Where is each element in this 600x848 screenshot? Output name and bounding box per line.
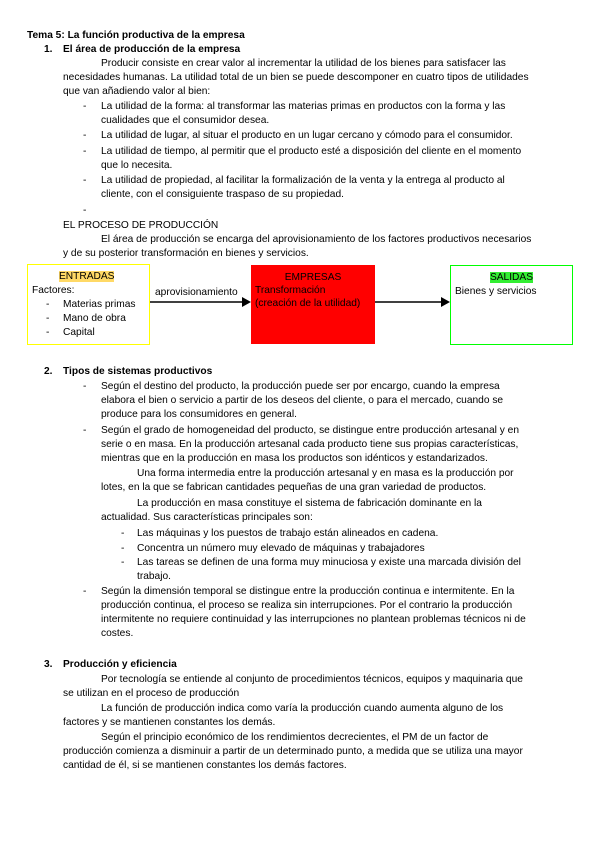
s2-bullet-line: intermitente no requiere continuidad y las interrupciones no plantean problemas técnicos ni de [101, 614, 526, 625]
process-text-line: y de su posterior transformación en bienes y servicios. [63, 248, 309, 259]
s1-intro-line: necesidades humanas. La utilidad total de un bien se puede descomponer en cuatro tipos de utilidades [63, 72, 529, 83]
s2-bullet-line: produce para los consumidores en general. [101, 409, 297, 420]
s1-intro-line: Producir consiste en crear valor al incrementar la utilidad de los bienes para satisfacer las [101, 58, 506, 69]
s2-paragraph-line: lotes, en la que se fabrican cantidades pequeñas de una gran variedad de productos. [101, 482, 487, 493]
empresas-line: Transformación [255, 285, 326, 296]
process-text-line: El área de producción se encarga del aprovisionamiento de los factores productivos necesarios [101, 234, 532, 245]
s2-bullet-line: producción continua, el proceso se realiza sin interrupciones. Por el contrario la producción [101, 600, 513, 611]
bullet-dash: - [83, 586, 87, 597]
salidas-title: SALIDAS [489, 272, 534, 283]
s3-paragraph-line: cantidad de él, si se mantienen constantes los demás factores. [63, 760, 347, 771]
s3-paragraph-line: Por tecnología se entiende al conjunto de procedimientos técnicos, equipos y maquinaria que [101, 674, 523, 685]
s3-paragraph-line: Según el principio económico de los rendimientos decrecientes, el PM de un factor de [101, 732, 489, 743]
bullet-dash: - [83, 175, 87, 186]
mass-production-feature: Las máquinas y los puestos de trabajo están alineados en cadena. [137, 528, 439, 539]
empresas-line: (creación de la utilidad) [255, 298, 361, 309]
process-heading: EL PROCESO DE PRODUCCIÓN [63, 220, 219, 231]
bullet-dash: - [121, 557, 125, 568]
utility-bullet-line: cualidades que el consumidor desea. [101, 115, 270, 126]
utility-bullet-line: La utilidad de lugar, al situar el producto en un lugar cercano y cómodo para el consumidor. [101, 130, 513, 141]
section-2-number: 2. [44, 366, 53, 377]
empty-bullet: - [83, 205, 87, 216]
arrow-label: aprovisionamiento [155, 287, 238, 298]
salidas-box [450, 265, 573, 345]
bullet-dash: - [83, 146, 87, 157]
s1-intro-line: que van añadiendo valor al bien: [63, 86, 211, 97]
mass-production-feature: trabajo. [137, 571, 171, 582]
mass-production-feature: Concentra un número muy elevado de máquinas y trabajadores [137, 543, 425, 554]
s2-bullet-line: costes. [101, 628, 134, 639]
section-3-heading: Producción y eficiencia [63, 659, 177, 670]
utility-bullet-line: La utilidad de la forma: al transformar las materias primas en productos con la forma y las [101, 101, 506, 112]
utility-bullet-line: que lo necesita. [101, 160, 173, 171]
entradas-box [27, 264, 150, 345]
bullet-dash: - [46, 299, 50, 310]
bullet-dash: - [46, 327, 50, 338]
bullet-dash: - [121, 528, 125, 539]
section-1-heading: El área de producción de la empresa [63, 44, 241, 55]
arrow-to-empresas [150, 296, 252, 308]
s2-bullet-line: Según el grado de homogeneidad del producto, se distingue entre producción artesanal y en [101, 425, 519, 436]
factor-item: Capital [63, 327, 95, 338]
s2-paragraph-line: Una forma intermedia entre la producción artesanal y en masa es la producción por [137, 468, 514, 479]
s3-paragraph-line: se utilizan en el proceso de producción [63, 688, 240, 699]
factor-item: Materias primas [63, 299, 136, 310]
s3-paragraph-line: factores y se mantienen constantes los demás. [63, 717, 276, 728]
arrow-to-salidas [375, 296, 451, 308]
s3-paragraph-line: producción comienza a disminuir a partir de un determinado punto, a medida que se utiliza una mayor [63, 746, 523, 757]
s3-paragraph-line: La función de producción indica como varía la producción cuando aumenta alguno de los [101, 703, 504, 714]
salidas-text: Bienes y servicios [455, 286, 537, 297]
bullet-dash: - [83, 425, 87, 436]
s2-bullet-line: serie o en masa. En la producción artesanal cada producto tiene sus propias características, [101, 439, 519, 450]
utility-bullet-line: La utilidad de propiedad, al facilitar la formalización de la venta y la entrega al producto al [101, 175, 505, 186]
mass-production-feature: Las tareas se definen de una forma muy minuciosa y existe una marcada división del [137, 557, 521, 568]
bullet-dash: - [83, 381, 87, 392]
s2-bullet-line: mientras que en la producción en masa los productos son idénticos y estandarizados. [101, 453, 488, 464]
s2-paragraph-line: La producción en masa constituye el sistema de fabricación dominante en la [137, 498, 482, 509]
bullet-dash: - [83, 101, 87, 112]
utility-bullet-line: La utilidad de tiempo, al permitir que el producto esté a disposición del cliente en el momento [101, 146, 522, 157]
bullet-dash: - [46, 313, 50, 324]
bullet-dash: - [83, 130, 87, 141]
s2-bullet-line: elabora el bien o servicio a partir de los deseos del cliente, o para el mercado, cuando se [101, 395, 504, 406]
empresas-box [251, 265, 375, 344]
section-2-heading: Tipos de sistemas productivos [63, 366, 213, 377]
page-title: Tema 5: La función productiva de la empresa [27, 30, 245, 41]
factores-label: Factores: [32, 285, 75, 296]
s2-paragraph-line: actualidad. Sus características principales son: [101, 512, 313, 523]
s2-bullet-line: Según la dimensión temporal se distingue entre la producción continua e intermitente. En la [101, 586, 515, 597]
s2-bullet-line: Según el destino del producto, la producción puede ser por encargo, cuando la empresa [101, 381, 500, 392]
entradas-title: ENTRADAS [59, 271, 115, 282]
section-1-number: 1. [44, 44, 53, 55]
factor-item: Mano de obra [63, 313, 126, 324]
utility-bullet-line: cliente, con el consiguiente traspaso de su propiedad. [101, 189, 344, 200]
bullet-dash: - [121, 543, 125, 554]
section-3-number: 3. [44, 659, 53, 670]
empresas-title: EMPRESAS [284, 272, 342, 283]
